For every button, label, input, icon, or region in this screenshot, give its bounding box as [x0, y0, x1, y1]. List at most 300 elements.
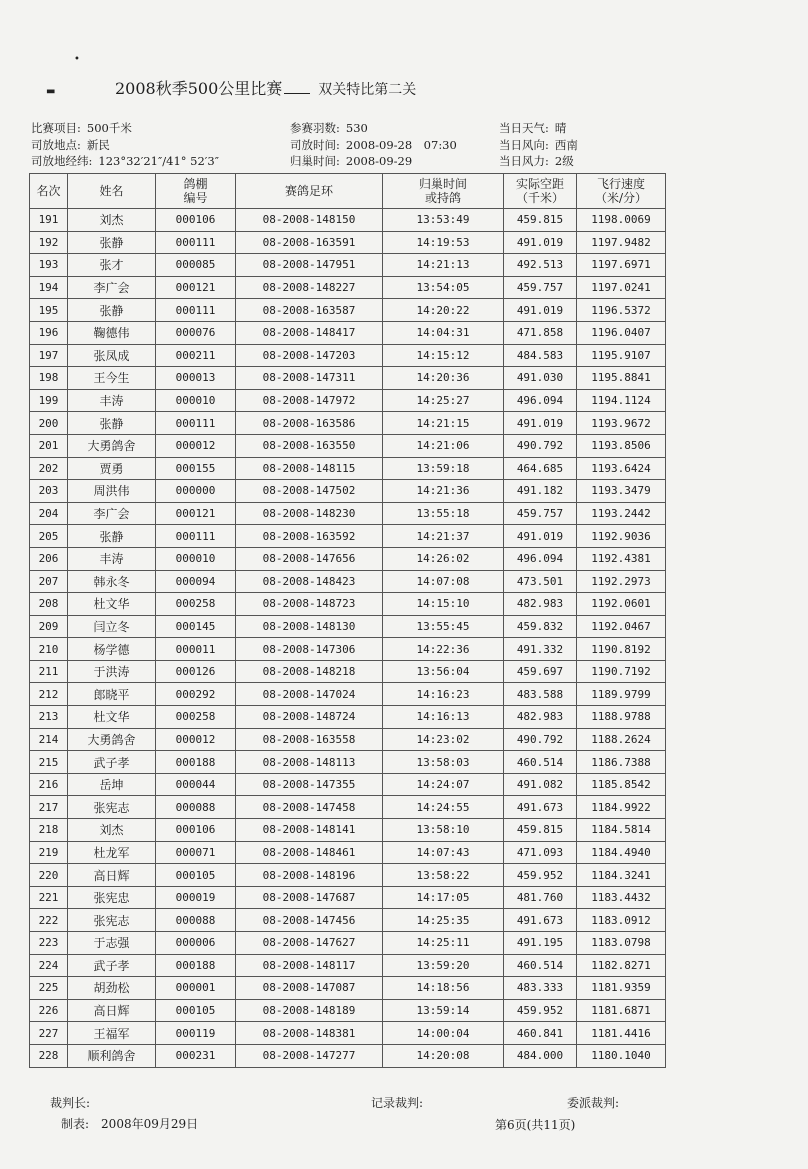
cell-rank: 196: [30, 321, 68, 344]
cell-rank: 228: [30, 1044, 68, 1067]
table-row: [30, 773, 666, 796]
cell-return-time: 14:21:15: [383, 412, 504, 435]
table-row: [30, 932, 666, 955]
info-wind-dir: [499, 137, 578, 153]
cell-distance: 492.513: [504, 254, 577, 277]
cell-name: 高日辉: [68, 999, 156, 1022]
info-release-time-value: 2008-09-28 07:30: [345, 138, 457, 152]
cell-rank: 193: [30, 254, 68, 277]
info-project-label: 比赛项目:: [31, 121, 81, 135]
cell-name: 丰涛: [68, 389, 156, 412]
cell-loft-number: 000019: [156, 886, 236, 909]
table-row: [30, 728, 666, 751]
cell-rank: 198: [30, 367, 68, 390]
table-row: [30, 231, 666, 254]
cell-speed: 1195.8841: [577, 367, 666, 390]
cell-ring-number: 08-2008-147355: [236, 773, 383, 796]
cell-distance: 473.501: [504, 570, 577, 593]
cell-name: 张静: [68, 299, 156, 322]
table-row: [30, 977, 666, 1000]
cell-ring-number: 08-2008-163592: [236, 525, 383, 548]
cell-distance: 459.952: [504, 864, 577, 887]
table-row: [30, 570, 666, 593]
cell-name: 丰涛: [68, 547, 156, 570]
cell-speed: 1184.3241: [577, 864, 666, 887]
cell-distance: 491.019: [504, 525, 577, 548]
referee-chief-label: 裁判长:: [50, 1096, 91, 1110]
cell-return-time: 14:19:53: [383, 231, 504, 254]
cell-return-time: 13:53:49: [383, 209, 504, 232]
cell-distance: 471.858: [504, 321, 577, 344]
cell-ring-number: 08-2008-147277: [236, 1044, 383, 1067]
cell-loft-number: 000211: [156, 344, 236, 367]
cell-name: 杜文华: [68, 593, 156, 616]
cell-distance: 481.760: [504, 886, 577, 909]
cell-return-time: 14:21:06: [383, 434, 504, 457]
column-header-name: 姓名: [68, 174, 156, 209]
cell-distance: 490.792: [504, 728, 577, 751]
info-coords: [31, 153, 219, 169]
cell-name: 鞠德伟: [68, 321, 156, 344]
table-row: [30, 254, 666, 277]
cell-rank: 223: [30, 932, 68, 955]
table-row: [30, 841, 666, 864]
cell-return-time: 14:21:36: [383, 480, 504, 503]
info-count-value: 530: [345, 121, 368, 135]
cell-speed: 1181.6871: [577, 999, 666, 1022]
cell-rank: 225: [30, 977, 68, 1000]
cell-name: 顺利鸽舍: [68, 1044, 156, 1067]
cell-return-time: 14:15:10: [383, 593, 504, 616]
cell-return-time: 14:24:55: [383, 796, 504, 819]
cell-name: 杨学德: [68, 638, 156, 661]
cell-loft-number: 000258: [156, 706, 236, 729]
cell-name: 大勇鸽舍: [68, 728, 156, 751]
cell-loft-number: 000111: [156, 299, 236, 322]
cell-return-time: 14:20:08: [383, 1044, 504, 1067]
cell-name: 王今生: [68, 367, 156, 390]
table-row: [30, 457, 666, 480]
cell-speed: 1183.0798: [577, 932, 666, 955]
cell-rank: 211: [30, 660, 68, 683]
cell-return-time: 13:58:10: [383, 819, 504, 842]
cell-loft-number: 000012: [156, 434, 236, 457]
cell-rank: 217: [30, 796, 68, 819]
cell-rank: 191: [30, 209, 68, 232]
race-subtitle: 双关特比第二关: [318, 82, 417, 98]
cell-name: 刘杰: [68, 209, 156, 232]
table-row: [30, 412, 666, 435]
cell-return-time: 14:16:23: [383, 683, 504, 706]
cell-loft-number: 000188: [156, 751, 236, 774]
cell-rank: 226: [30, 999, 68, 1022]
cell-speed: 1198.0069: [577, 209, 666, 232]
cell-ring-number: 08-2008-163586: [236, 412, 383, 435]
info-release-place-label: 司放地点:: [31, 138, 81, 152]
info-return-time-value: 2008-09-29: [345, 154, 413, 168]
cell-ring-number: 08-2008-148724: [236, 706, 383, 729]
table-row: [30, 299, 666, 322]
cell-speed: 1183.0912: [577, 909, 666, 932]
table-row: [30, 909, 666, 932]
table-row: [30, 367, 666, 390]
cell-rank: 210: [30, 638, 68, 661]
column-header-loft-number: 鸽棚 编号: [156, 174, 236, 209]
cell-name: 王福军: [68, 1022, 156, 1045]
cell-speed: 1193.8506: [577, 434, 666, 457]
cell-loft-number: 000119: [156, 1022, 236, 1045]
cell-distance: 491.182: [504, 480, 577, 503]
assigned-referee-label: 委派裁判:: [567, 1096, 620, 1110]
cell-rank: 224: [30, 954, 68, 977]
cell-return-time: 14:16:13: [383, 706, 504, 729]
table-row: [30, 321, 666, 344]
race-title: 2008秋季500公里比赛: [115, 79, 283, 98]
cell-return-time: 14:23:02: [383, 728, 504, 751]
table-row: [30, 751, 666, 774]
cell-loft-number: 000121: [156, 276, 236, 299]
scan-dash-mark: ▬: [46, 86, 56, 97]
cell-name: 胡劲松: [68, 977, 156, 1000]
cell-rank: 203: [30, 480, 68, 503]
cell-return-time: 13:56:04: [383, 660, 504, 683]
column-header-distance: 实际空距 （千米）: [504, 174, 577, 209]
cell-ring-number: 08-2008-147687: [236, 886, 383, 909]
info-wind-dir-value: 西南: [554, 138, 578, 152]
cell-speed: 1190.7192: [577, 660, 666, 683]
cell-distance: 460.841: [504, 1022, 577, 1045]
cell-name: 李广会: [68, 276, 156, 299]
cell-return-time: 13:59:14: [383, 999, 504, 1022]
cell-loft-number: 000155: [156, 457, 236, 480]
cell-speed: 1181.9359: [577, 977, 666, 1000]
cell-loft-number: 000111: [156, 525, 236, 548]
cell-distance: 483.588: [504, 683, 577, 706]
cell-loft-number: 000292: [156, 683, 236, 706]
table-row: [30, 819, 666, 842]
cell-ring-number: 08-2008-163591: [236, 231, 383, 254]
cell-loft-number: 000076: [156, 321, 236, 344]
cell-speed: 1186.7388: [577, 751, 666, 774]
table-row: [30, 864, 666, 887]
cell-loft-number: 000231: [156, 1044, 236, 1067]
cell-distance: 459.832: [504, 615, 577, 638]
info-count-label: 参赛羽数:: [290, 121, 340, 135]
cell-name: 于洪涛: [68, 660, 156, 683]
cell-speed: 1180.1040: [577, 1044, 666, 1067]
cell-name: 于志强: [68, 932, 156, 955]
cell-distance: 491.195: [504, 932, 577, 955]
cell-rank: 201: [30, 434, 68, 457]
cell-loft-number: 000105: [156, 999, 236, 1022]
cell-ring-number: 08-2008-147306: [236, 638, 383, 661]
table-row: [30, 638, 666, 661]
cell-distance: 459.757: [504, 276, 577, 299]
table-row: [30, 547, 666, 570]
cell-ring-number: 08-2008-163550: [236, 434, 383, 457]
column-header-return-time: 归巢时间 或持鸽: [383, 174, 504, 209]
results-table: [29, 173, 666, 1068]
cell-name: 张静: [68, 231, 156, 254]
cell-speed: 1182.8271: [577, 954, 666, 977]
cell-rank: 205: [30, 525, 68, 548]
cell-ring-number: 08-2008-148115: [236, 457, 383, 480]
cell-rank: 220: [30, 864, 68, 887]
cell-distance: 459.815: [504, 819, 577, 842]
cell-speed: 1197.0241: [577, 276, 666, 299]
results-table-body: [30, 209, 666, 1068]
cell-name: 岳坤: [68, 773, 156, 796]
cell-distance: 482.983: [504, 706, 577, 729]
cell-ring-number: 08-2008-147311: [236, 367, 383, 390]
cell-loft-number: 000010: [156, 389, 236, 412]
cell-ring-number: 08-2008-147458: [236, 796, 383, 819]
cell-ring-number: 08-2008-148461: [236, 841, 383, 864]
cell-return-time: 14:25:35: [383, 909, 504, 932]
cell-speed: 1181.4416: [577, 1022, 666, 1045]
cell-speed: 1185.8542: [577, 773, 666, 796]
cell-name: 张才: [68, 254, 156, 277]
table-row: [30, 209, 666, 232]
cell-return-time: 14:04:31: [383, 321, 504, 344]
cell-return-time: 14:20:22: [383, 299, 504, 322]
cell-return-time: 13:58:03: [383, 751, 504, 774]
cell-distance: 484.000: [504, 1044, 577, 1067]
cell-ring-number: 08-2008-148218: [236, 660, 383, 683]
cell-return-time: 14:26:02: [383, 547, 504, 570]
table-row: [30, 1044, 666, 1067]
cell-distance: 459.757: [504, 502, 577, 525]
info-weather-value: 晴: [554, 121, 567, 135]
cell-return-time: 13:54:05: [383, 276, 504, 299]
cell-ring-number: 08-2008-148723: [236, 593, 383, 616]
cell-loft-number: 000010: [156, 547, 236, 570]
info-project-value: 500千米: [86, 121, 132, 135]
cell-ring-number: 08-2008-163587: [236, 299, 383, 322]
cell-distance: 460.514: [504, 751, 577, 774]
cell-rank: 222: [30, 909, 68, 932]
cell-rank: 215: [30, 751, 68, 774]
table-row: [30, 615, 666, 638]
cell-loft-number: 000085: [156, 254, 236, 277]
cell-distance: 491.332: [504, 638, 577, 661]
cell-rank: 218: [30, 819, 68, 842]
cell-rank: 197: [30, 344, 68, 367]
cell-name: 张宪志: [68, 796, 156, 819]
cell-rank: 206: [30, 547, 68, 570]
table-row: [30, 480, 666, 503]
info-wind-force-value: 2级: [554, 154, 574, 168]
cell-name: 武子孝: [68, 751, 156, 774]
cell-loft-number: 000188: [156, 954, 236, 977]
cell-ring-number: 08-2008-148230: [236, 502, 383, 525]
cell-distance: 491.019: [504, 231, 577, 254]
record-referee-label: 记录裁判:: [371, 1096, 424, 1110]
cell-loft-number: 000105: [156, 864, 236, 887]
cell-return-time: 14:20:36: [383, 367, 504, 390]
cell-return-time: 14:17:05: [383, 886, 504, 909]
cell-ring-number: 08-2008-148141: [236, 819, 383, 842]
table-row: [30, 502, 666, 525]
cell-speed: 1190.8192: [577, 638, 666, 661]
cell-ring-number: 08-2008-148381: [236, 1022, 383, 1045]
cell-distance: 459.952: [504, 999, 577, 1022]
cell-rank: 204: [30, 502, 68, 525]
cell-return-time: 14:07:43: [383, 841, 504, 864]
cell-loft-number: 000111: [156, 412, 236, 435]
cell-ring-number: 08-2008-148189: [236, 999, 383, 1022]
cell-speed: 1188.2624: [577, 728, 666, 751]
cell-name: 李广会: [68, 502, 156, 525]
cell-speed: 1183.4432: [577, 886, 666, 909]
info-return-time-label: 归巢时间:: [290, 154, 340, 168]
info-release-time-label: 司放时间:: [290, 138, 340, 152]
cell-loft-number: 000106: [156, 209, 236, 232]
cell-loft-number: 000126: [156, 660, 236, 683]
cell-distance: 464.685: [504, 457, 577, 480]
info-count: [290, 120, 368, 136]
cell-name: 周洪伟: [68, 480, 156, 503]
cell-return-time: 14:22:36: [383, 638, 504, 661]
table-header-row: [30, 174, 666, 209]
cell-rank: 200: [30, 412, 68, 435]
cell-speed: 1195.9107: [577, 344, 666, 367]
cell-rank: 216: [30, 773, 68, 796]
cell-name: 贾勇: [68, 457, 156, 480]
cell-return-time: 14:25:27: [383, 389, 504, 412]
cell-return-time: 14:24:07: [383, 773, 504, 796]
cell-rank: 219: [30, 841, 68, 864]
cell-rank: 195: [30, 299, 68, 322]
cell-loft-number: 000121: [156, 502, 236, 525]
info-coords-label: 司放地经纬:: [31, 154, 93, 168]
cell-name: 韩永冬: [68, 570, 156, 593]
title-row: [115, 76, 416, 99]
cell-loft-number: 000013: [156, 367, 236, 390]
scan-dot-mark: •: [74, 54, 80, 65]
cell-speed: 1192.0601: [577, 593, 666, 616]
table-row: [30, 525, 666, 548]
cell-rank: 212: [30, 683, 68, 706]
cell-loft-number: 000006: [156, 932, 236, 955]
cell-distance: 496.094: [504, 389, 577, 412]
cell-distance: 491.673: [504, 796, 577, 819]
info-coords-value: 123°32′21″/41° 52′3″: [98, 154, 220, 168]
cell-return-time: 14:00:04: [383, 1022, 504, 1045]
table-row: [30, 344, 666, 367]
cell-distance: 491.019: [504, 412, 577, 435]
column-header-ring-number: 赛鸽足环: [236, 174, 383, 209]
cell-rank: 209: [30, 615, 68, 638]
cell-ring-number: 08-2008-148196: [236, 864, 383, 887]
cell-name: 杜龙军: [68, 841, 156, 864]
cell-distance: 496.094: [504, 547, 577, 570]
cell-speed: 1196.0407: [577, 321, 666, 344]
cell-speed: 1197.9482: [577, 231, 666, 254]
cell-loft-number: 000111: [156, 231, 236, 254]
table-row: [30, 434, 666, 457]
table-row: [30, 706, 666, 729]
cell-ring-number: 08-2008-147951: [236, 254, 383, 277]
cell-speed: 1188.9788: [577, 706, 666, 729]
table-row: [30, 276, 666, 299]
cell-distance: 491.019: [504, 299, 577, 322]
cell-rank: 202: [30, 457, 68, 480]
cell-ring-number: 08-2008-147087: [236, 977, 383, 1000]
cell-loft-number: 000145: [156, 615, 236, 638]
cell-loft-number: 000258: [156, 593, 236, 616]
cell-name: 刘杰: [68, 819, 156, 842]
cell-loft-number: 000001: [156, 977, 236, 1000]
cell-rank: 221: [30, 886, 68, 909]
column-header-speed: 飞行速度 （米/分）: [577, 174, 666, 209]
cell-name: 杜文华: [68, 706, 156, 729]
cell-return-time: 14:15:12: [383, 344, 504, 367]
cell-distance: 460.514: [504, 954, 577, 977]
cell-name: 张凤成: [68, 344, 156, 367]
cell-speed: 1184.5814: [577, 819, 666, 842]
table-row: [30, 999, 666, 1022]
cell-ring-number: 08-2008-147627: [236, 932, 383, 955]
cell-name: 大勇鸽舍: [68, 434, 156, 457]
cell-rank: 214: [30, 728, 68, 751]
cell-loft-number: 000011: [156, 638, 236, 661]
cell-name: 郎晓平: [68, 683, 156, 706]
table-row: [30, 1022, 666, 1045]
cell-distance: 459.697: [504, 660, 577, 683]
cell-return-time: 14:21:13: [383, 254, 504, 277]
cell-speed: 1193.2442: [577, 502, 666, 525]
cell-distance: 490.792: [504, 434, 577, 457]
cell-loft-number: 000071: [156, 841, 236, 864]
cell-rank: 192: [30, 231, 68, 254]
cell-return-time: 14:25:11: [383, 932, 504, 955]
cell-distance: 484.583: [504, 344, 577, 367]
cell-return-time: 13:58:22: [383, 864, 504, 887]
cell-loft-number: 000012: [156, 728, 236, 751]
info-weather-label: 当日天气:: [499, 121, 549, 135]
cell-ring-number: 08-2008-148417: [236, 321, 383, 344]
cell-speed: 1192.2973: [577, 570, 666, 593]
cell-name: 张静: [68, 412, 156, 435]
cell-return-time: 13:55:18: [383, 502, 504, 525]
cell-rank: 194: [30, 276, 68, 299]
cell-speed: 1184.9922: [577, 796, 666, 819]
info-release-time: [290, 137, 457, 153]
title-underline: [284, 93, 310, 94]
cell-loft-number: 000106: [156, 819, 236, 842]
cell-rank: 207: [30, 570, 68, 593]
cell-distance: 491.082: [504, 773, 577, 796]
made-on-date: 制表: 2008年09月29日: [61, 1117, 199, 1131]
cell-return-time: 13:59:20: [383, 954, 504, 977]
info-wind-force: [499, 153, 574, 169]
info-project: [31, 120, 132, 136]
cell-ring-number: 08-2008-147203: [236, 344, 383, 367]
cell-distance: 482.983: [504, 593, 577, 616]
cell-name: 武子孝: [68, 954, 156, 977]
cell-ring-number: 08-2008-148113: [236, 751, 383, 774]
cell-distance: 459.815: [504, 209, 577, 232]
info-wind-force-label: 当日风力:: [499, 154, 549, 168]
cell-ring-number: 08-2008-148423: [236, 570, 383, 593]
cell-ring-number: 08-2008-148150: [236, 209, 383, 232]
cell-speed: 1189.9799: [577, 683, 666, 706]
cell-speed: 1193.9672: [577, 412, 666, 435]
info-release-place-value: 新民: [86, 138, 110, 152]
cell-ring-number: 08-2008-148130: [236, 615, 383, 638]
cell-ring-number: 08-2008-148117: [236, 954, 383, 977]
